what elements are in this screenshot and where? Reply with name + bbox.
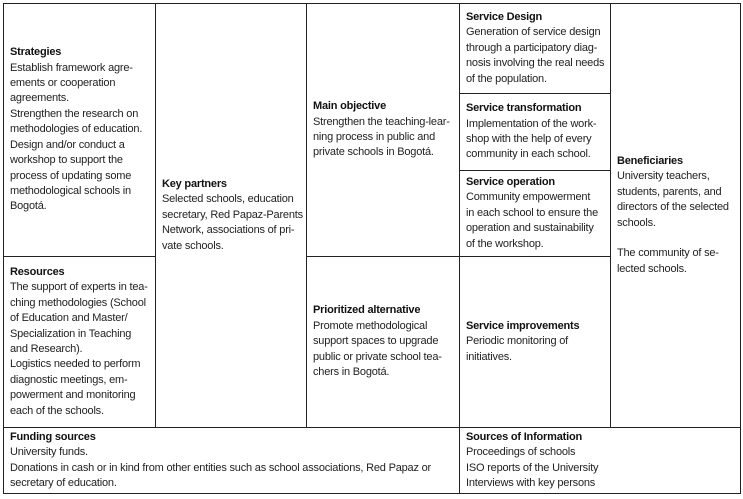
cell-title: Service improvements [466, 319, 580, 332]
cell-text-line: in each school to ensure the [466, 206, 598, 219]
cell-title: Main objective [313, 100, 386, 113]
funding-sources-cell [3, 427, 460, 494]
sources-of-information-cell [459, 427, 741, 494]
cell-text-line: directors of the selected [617, 201, 729, 214]
cell-text-line: chers in Bogotá. [313, 366, 390, 379]
beneficiaries-cell [610, 3, 741, 428]
cell-text-line: Community empowerment [466, 191, 591, 204]
cell-text-line: of the population. [466, 72, 547, 85]
cell-title: Service Design [466, 10, 543, 23]
cell-text-line: ISO reports of the University [466, 461, 599, 474]
cell-text-line [617, 231, 734, 246]
cell-text-line: workshop to support the [10, 154, 123, 167]
cell-text-line: of Education and Master/ [10, 312, 128, 325]
cell-text-line: The community of se- [617, 247, 719, 260]
cell-title: Prioritized alternative [313, 304, 421, 317]
cell-text-line: Proceedings of schools [466, 446, 576, 459]
cell-text-line: process of updating some [10, 169, 132, 182]
cell-text-line: and Research). [10, 343, 83, 355]
strategies-cell [3, 3, 156, 257]
service-improvements-cell [459, 256, 611, 428]
cell-text-line: Network, associations of pri- [162, 224, 295, 237]
cell-text-line: schools. [617, 216, 656, 229]
cell-text-line: Generation of service design [466, 26, 601, 39]
cell-text-line: University teachers, [617, 170, 710, 183]
cell-text-line: Selected schools, education [162, 193, 294, 206]
cell-text-line: methodological schools in [10, 184, 131, 197]
cell-title: Service operation [466, 175, 555, 188]
cell-text-line: nosis involving the real needs [466, 57, 605, 70]
cell-text-line: shop with the help of every [466, 133, 592, 145]
cell-text-line: powerment and monitoring [10, 389, 136, 402]
cell-text-line: The support of experts in tea- [10, 281, 148, 294]
cell-text-line: operation and sustainability [466, 222, 594, 235]
cell-text-line: students, parents, and [617, 185, 722, 198]
service-operation-cell [459, 170, 611, 257]
cell-text-line: ning process in public and [313, 131, 435, 143]
cell-text-line: community in each school. [466, 148, 591, 161]
cell-text-line: public or private school tea- [313, 350, 442, 363]
cell-text-line: Bogotá. [10, 200, 47, 213]
cell-text-line: private schools in Bogotá. [313, 146, 434, 159]
cell-text-line: each of the schools. [10, 404, 104, 417]
cell-text-line: support spaces to upgrade [313, 335, 439, 348]
cell-text-line: Interviews with key persons [466, 476, 596, 489]
cell-text-line: secretary of education. [10, 476, 117, 489]
cell-text-line: University funds. [10, 446, 88, 459]
key-partners-cell [155, 3, 307, 428]
cell-title: Resources [10, 265, 65, 278]
cell-text-line: initiatives. [466, 350, 512, 363]
cell-text-line: Implementation of the work- [466, 117, 597, 130]
cell-text-line: Specialization in Teaching [10, 327, 132, 340]
cell-text-line: Establish framework agre- [10, 61, 133, 74]
cell-title: Strategies [10, 46, 62, 59]
cell-title: Key partners [162, 177, 227, 190]
service-transformation-cell [459, 93, 611, 171]
cell-title: Funding sources [10, 430, 96, 443]
cell-text-line: Strengthen the teaching-lear- [313, 115, 450, 128]
cell-text-line: Promote methodological [313, 319, 428, 332]
cell-title: Service transformation [466, 102, 582, 115]
cell-text-line: Design and/or conduct a [10, 138, 125, 151]
cell-text-line: of the workshop. [466, 237, 544, 250]
cell-text-line: Donations in cash or in kind from other entities such as school associations, Red Papaz or [10, 461, 432, 474]
cell-text-line: ching methodologies (School [10, 296, 146, 309]
cell-text-line: Strengthen the research on [10, 107, 139, 120]
main-objective-cell [306, 3, 460, 257]
cell-text-line: vate schools. [162, 239, 224, 252]
cell-text-line: agreements. [10, 92, 69, 105]
cell-title: Sources of Information [466, 430, 582, 443]
service-design-cell [459, 3, 611, 94]
resources-cell [3, 256, 156, 428]
prioritized-alternative-cell [306, 256, 460, 428]
cell-text-line: Periodic monitoring of [466, 335, 568, 348]
cell-text-line: methodologies of education. [10, 123, 143, 136]
cell-title: Beneficiaries [617, 154, 683, 167]
cell-text-line: Logistics needed to perform [10, 358, 141, 371]
cell-text-line: ements or cooperation [10, 77, 116, 90]
cell-text-line: diagnostic meetings, em- [10, 373, 128, 386]
cell-text-line: lected schools. [617, 262, 687, 275]
cell-text-line: secretary, Red Papaz-Parents [162, 208, 303, 221]
cell-text-line: through a participatory diag- [466, 41, 598, 54]
